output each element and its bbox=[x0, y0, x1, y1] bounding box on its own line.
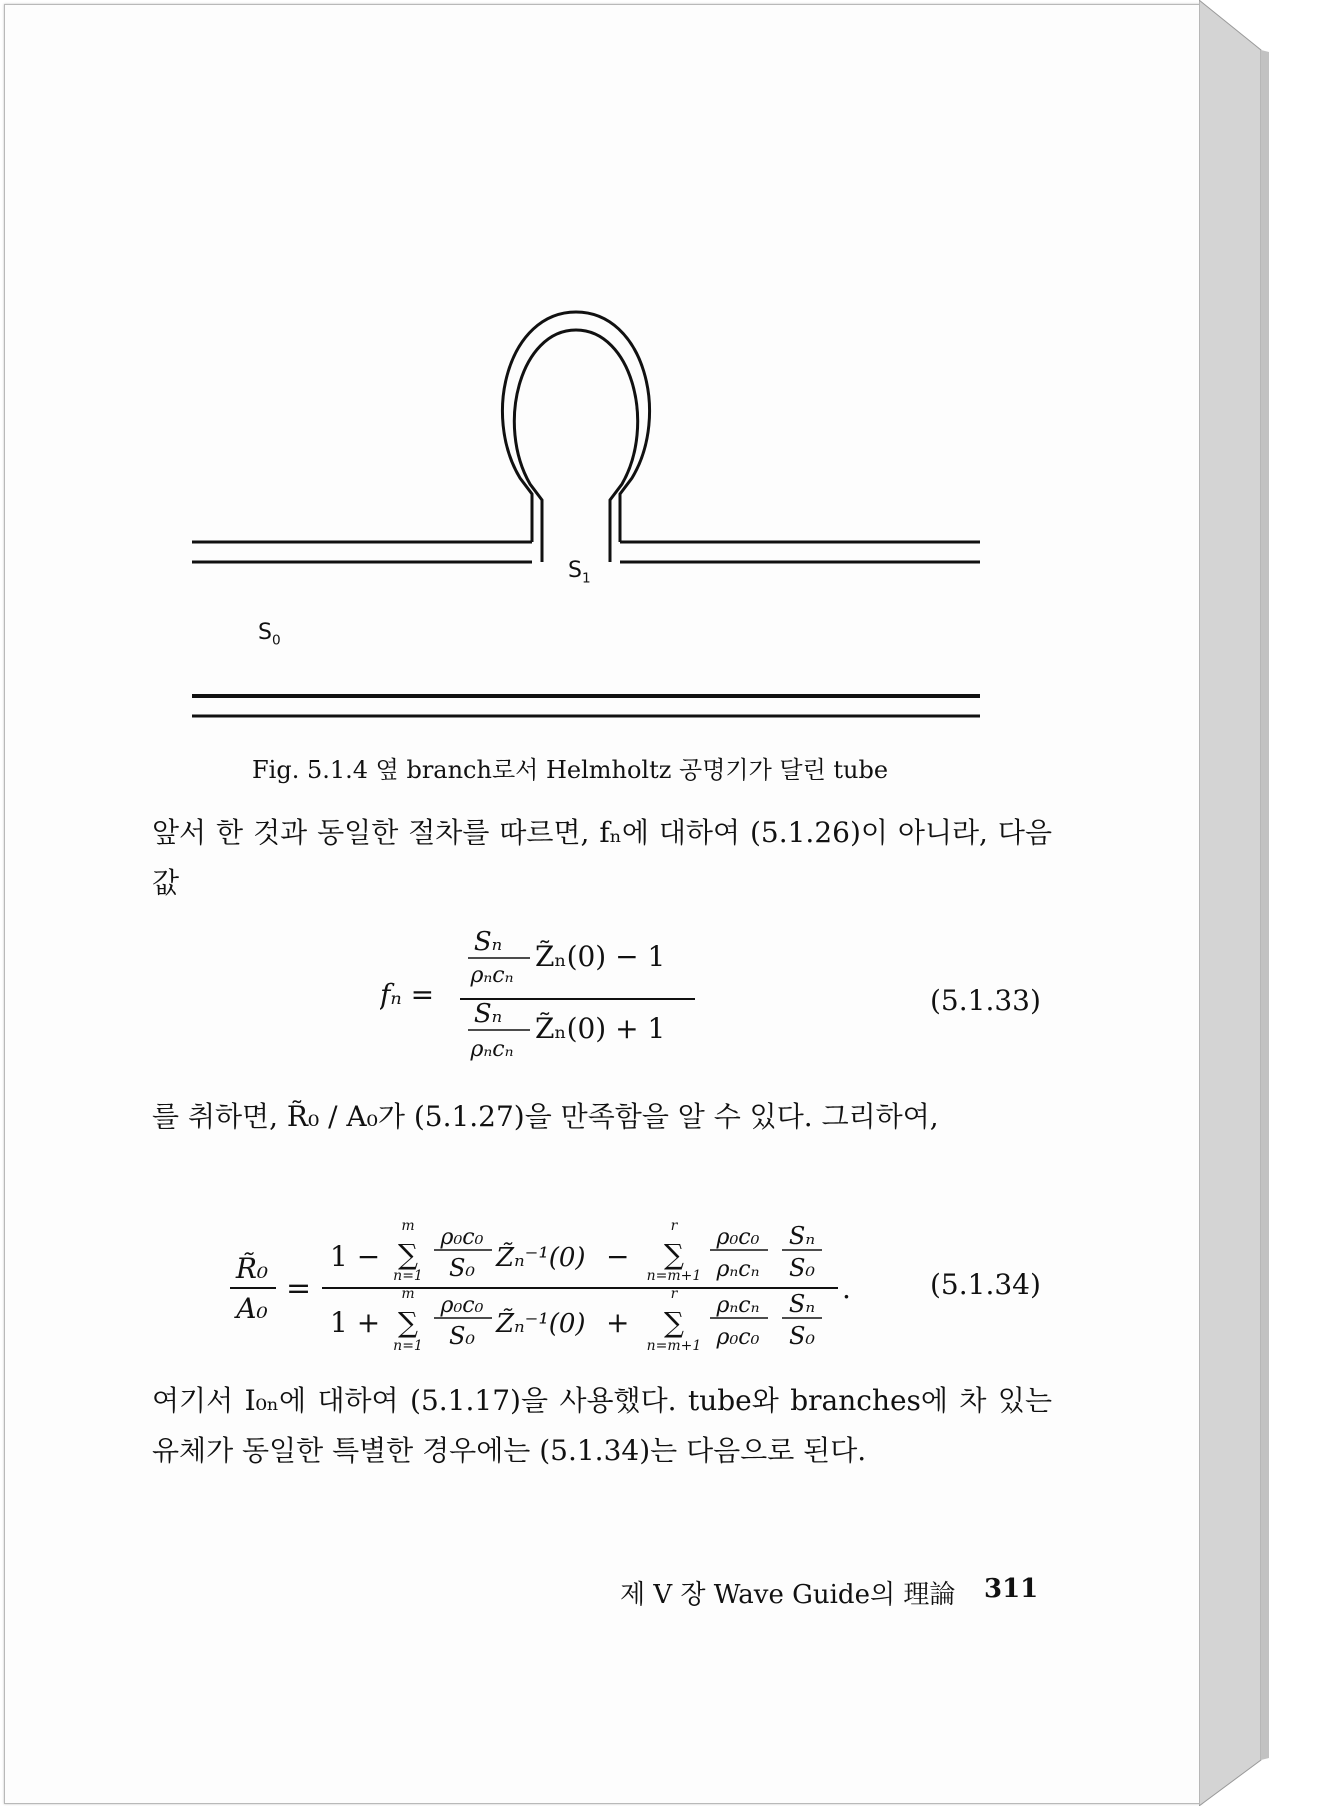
page-number: 311 bbox=[984, 1574, 1039, 1604]
equation-5-1-33 bbox=[380, 920, 720, 1070]
eq2-number: (5.1.34) bbox=[930, 1268, 1041, 1301]
paragraph-2: 를 취하면, R̃₀ / A₀가 (5.1.27)을 만족함을 알 수 있다. 그리하여, bbox=[152, 1100, 939, 1133]
eq2-den-frac-c-bottom: S₀ bbox=[788, 1322, 816, 1350]
eq1-den-rest: Z̃ₙ(0) + 1 bbox=[535, 1012, 666, 1045]
s0-label: $S_0$ bbox=[258, 620, 281, 649]
eq2-lhs-bottom: A₀ bbox=[236, 1292, 268, 1325]
paragraph-1: 앞서 한 것과 동일한 절차를 따르면, fₙ에 대하여 (5.1.26)이 아니라, 다음 값 bbox=[152, 816, 1052, 899]
eq2-den-z-term: Z̃ₙ⁻¹(0) bbox=[496, 1309, 586, 1339]
eq2-den-sum1-bottom: n=1 bbox=[393, 1338, 423, 1354]
eq1-den-frac-top: Sₙ bbox=[473, 999, 503, 1029]
eq2-den-frac-c-top: Sₙ bbox=[788, 1290, 816, 1318]
paragraph-3: 여기서 I₀ₙ에 대하여 (5.1.17)을 사용했다. tube와 branches에 차 있는 유체가 동일한 특별한 경우에는 (5.1.34)는 다음으로 된다. bbox=[152, 1384, 1052, 1467]
eq2-den-sum2-bottom: n=m+1 bbox=[646, 1338, 702, 1354]
eq2-den-sum1-top: m bbox=[401, 1286, 415, 1302]
eq2-num-frac-b-top: ρ₀c₀ bbox=[716, 1225, 760, 1250]
eq2-den-frac-a-bottom: S₀ bbox=[448, 1322, 476, 1350]
eq1-num-frac-bottom: ρₙcₙ bbox=[470, 963, 514, 988]
eq2-sum1-bottom: n=1 bbox=[393, 1268, 423, 1284]
eq2-den-op: + bbox=[606, 1306, 630, 1339]
tube-diagram bbox=[190, 310, 990, 730]
eq2-den-frac-a-top: ρ₀c₀ bbox=[440, 1293, 484, 1318]
eq1-den-frac-bottom: ρₙcₙ bbox=[470, 1037, 514, 1062]
svg-text:∑: ∑ bbox=[664, 1238, 684, 1271]
equation-5-1-34 bbox=[222, 1214, 872, 1364]
eq2-den-lead: 1 + bbox=[330, 1306, 381, 1339]
svg-text:∑: ∑ bbox=[398, 1306, 418, 1339]
eq2-z-term: Z̃ₙ⁻¹(0) bbox=[496, 1243, 586, 1273]
eq1-num-frac-top: Sₙ bbox=[473, 927, 503, 957]
eq2-sum2-bottom: n=m+1 bbox=[646, 1268, 702, 1284]
eq2-trail: . bbox=[842, 1272, 851, 1305]
eq2-num-frac-c-top: Sₙ bbox=[788, 1222, 816, 1250]
eq2-num-frac-b-bottom: ρₙcₙ bbox=[716, 1257, 760, 1282]
eq2-den-frac-b-top: ρₙcₙ bbox=[716, 1293, 760, 1318]
eq2-sum1-top: m bbox=[401, 1218, 415, 1234]
eq1-lhs: fₙ = bbox=[380, 978, 435, 1011]
running-footer-title: 제 Ⅴ 장 Wave Guide의 理論 bbox=[620, 1580, 956, 1610]
eq2-sum2-top: r bbox=[670, 1218, 678, 1234]
eq2-num-op: − bbox=[606, 1240, 630, 1273]
eq2-den-frac-b-bottom: ρ₀c₀ bbox=[716, 1325, 760, 1350]
eq1-number: (5.1.33) bbox=[930, 984, 1041, 1017]
eq2-frac-a-bottom: S₀ bbox=[448, 1254, 476, 1282]
svg-text:∑: ∑ bbox=[398, 1238, 418, 1271]
eq2-num-frac-c-bottom: S₀ bbox=[788, 1254, 816, 1282]
eq2-frac-a-top: ρ₀c₀ bbox=[440, 1225, 484, 1250]
eq2-num-lead: 1 − bbox=[330, 1240, 381, 1273]
s1-label: $S_1$ bbox=[568, 558, 591, 587]
eq2-lhs-top: R̃₀ bbox=[235, 1252, 269, 1285]
svg-text:∑: ∑ bbox=[664, 1306, 684, 1339]
eq1-num-rest: Z̃ₙ(0) − 1 bbox=[535, 940, 666, 973]
helmholtz-figure bbox=[190, 310, 990, 730]
figure-caption: Fig. 5.1.4 옆 branch로서 Helmholtz 공명기가 달린 tube bbox=[252, 756, 889, 784]
svg-text:=: = bbox=[286, 1271, 312, 1306]
page-edge-decoration bbox=[1199, 0, 1339, 1806]
eq2-den-sum2-top: r bbox=[670, 1286, 678, 1302]
